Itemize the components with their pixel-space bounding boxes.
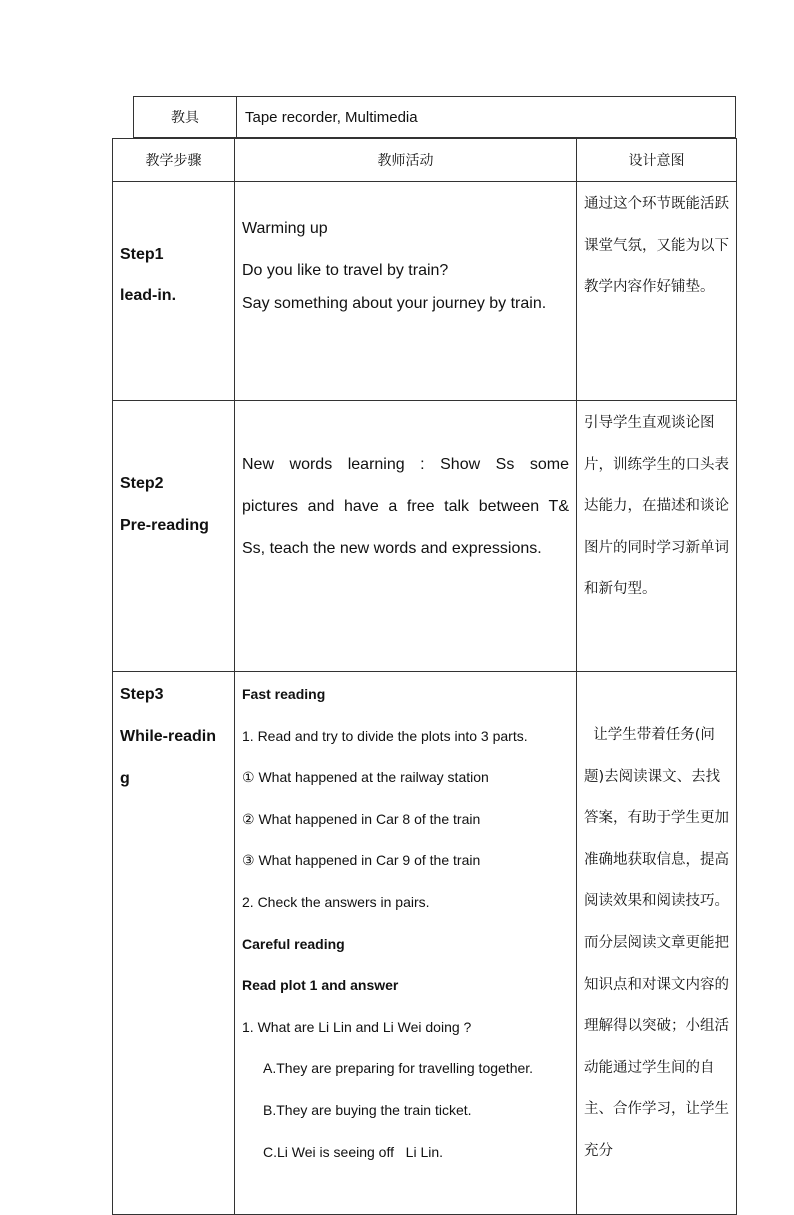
activity-line: Do you like to travel by train? [242, 262, 449, 279]
activity-line: Say something about your journey by train. [242, 295, 547, 312]
table-row-step1 [113, 182, 737, 401]
section-heading: Careful reading [242, 935, 345, 952]
step-cell [113, 672, 235, 1215]
lesson-steps-table [112, 138, 736, 1215]
header-teaching-steps: 教学步骤 [113, 139, 235, 182]
step-title: lead-in. [120, 287, 177, 304]
activity-line: Ss, teach the new words and expressions. [242, 540, 542, 557]
activity-line: Warming up [242, 220, 328, 237]
step-number: Step2 [120, 475, 164, 492]
answer-option: C.Li Wei is seeing off Li Lin. [263, 1143, 444, 1160]
section-heading: Fast reading [242, 686, 326, 702]
table-header-row [113, 139, 737, 182]
teaching-aids-row [133, 96, 736, 138]
teacher-activity-cell [235, 672, 577, 1215]
design-intent-cell: 让学生带着任务(问题)去阅读课文、去找答案，有助于学生更加准确地获取信息，提高阅读效果和阅读技巧。而分层阅读文章更能把知识点和对课文内容的理解得以突破；小组活动能通过学生间的自主、合作学习，让学生充分 [577, 672, 737, 1215]
teacher-activity-cell [235, 401, 577, 672]
answer-option: B.They are buying the train ticket. [263, 1101, 472, 1118]
step-number: Step1 [120, 246, 164, 263]
activity-line: pictures and have a free talk between T& [242, 498, 569, 515]
table-row-step3 [113, 672, 737, 1215]
activity-line: ③ What happened in Car 9 of the train [242, 852, 481, 869]
teaching-aids-value: Tape recorder, Multimedia [245, 108, 418, 126]
step-cell [113, 182, 235, 401]
answer-option: A.They are preparing for travelling together. [263, 1060, 534, 1077]
activity-line: ② What happened in Car 8 of the train [242, 810, 481, 827]
header-teacher-activity: 教师活动 [235, 139, 577, 182]
activity-line: New words learning : Show Ss some [242, 456, 569, 473]
table-row-step2 [113, 401, 737, 672]
teacher-activity-cell [235, 182, 577, 401]
activity-line: 1. Read and try to divide the plots into 3 parts. [242, 727, 528, 744]
step-title-continued: g [120, 770, 130, 787]
step-number: Step3 [120, 686, 164, 703]
step-title: While-readin [120, 728, 217, 745]
activity-line: ① What happened at the railway station [242, 769, 489, 786]
step-title: Pre-reading [120, 517, 209, 534]
teaching-aids-label: 教具 [134, 97, 237, 137]
design-intent-cell: 通过这个环节既能活跃课堂气氛，又能为以下教学内容作好铺垫。 [577, 182, 737, 401]
activity-line: 2. Check the answers in pairs. [242, 893, 430, 910]
step-cell [113, 401, 235, 672]
section-heading: Read plot 1 and answer [242, 977, 399, 994]
design-intent-cell: 引导学生直观谈论图片，训练学生的口头表达能力，在描述和谈论图片的同时学习新单词和新句型。 [577, 401, 737, 672]
question-line: 1. What are Li Lin and Li Wei doing ? [242, 1018, 472, 1035]
header-design-intent: 设计意图 [577, 139, 737, 182]
